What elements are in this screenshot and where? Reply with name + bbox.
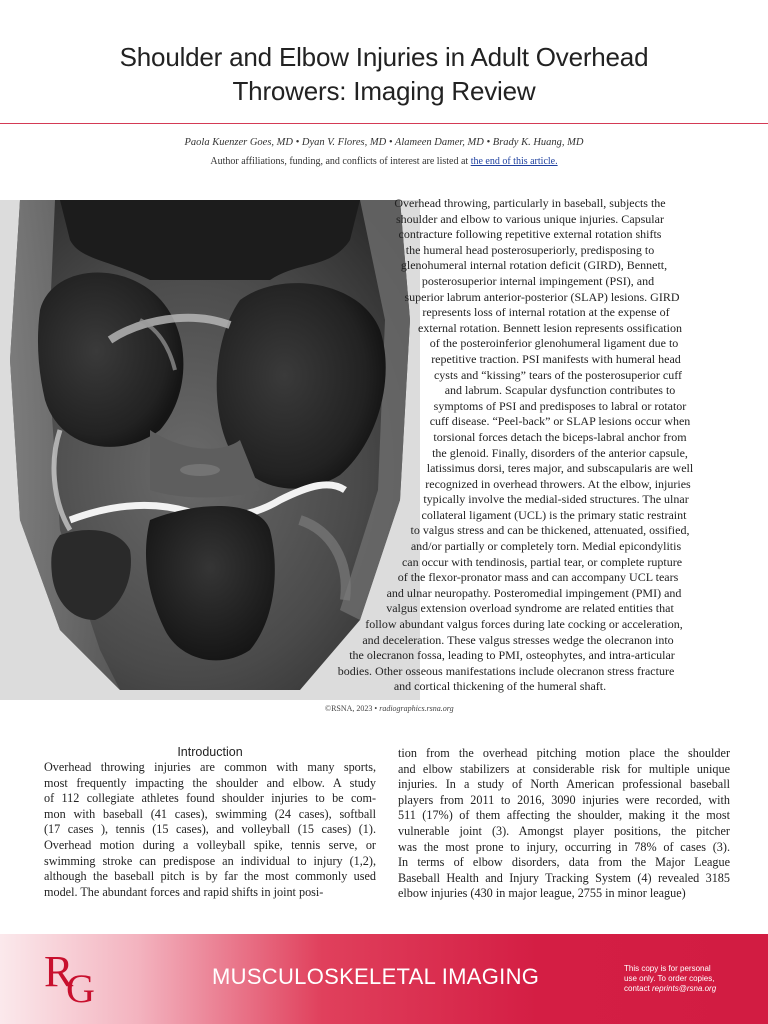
copyright-line	[325, 704, 454, 713]
abstract-line: of the flexor-pronator mass and can accompany UCL tears	[397, 570, 679, 585]
author-list: Paola Kuenzer Goes, MD • Dyan V. Flores, MD • Alameen Damer, MD • Brady K. Huang, MD	[184, 137, 584, 148]
body-text-line: Baseball Health and Injury Tracking System (4) revealed 3185	[398, 870, 730, 885]
body-text-line: of 112 collegiate athletes found shoulder injuries to be com-	[44, 791, 376, 806]
body-text-line: vulnerable joint (3). Amongst player positions, the pitcher	[398, 823, 730, 838]
body-text-line: model. The abundant forces and rapid shifts in joint posi-	[44, 884, 324, 899]
notice-line-3: contact	[624, 984, 653, 993]
affiliations-note	[0, 156, 768, 167]
abstract-line: posterosuperior internal impingement (PSI), and	[421, 273, 655, 288]
abstract-line: symptoms of PSI and predisposes to labral or rotator	[433, 398, 687, 413]
title-divider	[0, 123, 768, 124]
body-text-line: although the baseball pitch is by far the most commonly used	[44, 869, 376, 884]
title-line-2: Throwers: Imaging Review	[232, 76, 536, 106]
body-column-right	[398, 746, 730, 902]
abstract-line: and ulnar neuropathy. Posteromedial impingement (PMI) and	[386, 585, 682, 600]
abstract-line: represents loss of internal rotation at the expense of	[422, 305, 670, 320]
body-text-line: mon with baseball (41 cases), swimming (24 cases), softball	[44, 806, 376, 821]
logo-letter-g: G	[66, 966, 95, 1010]
abstract-line: contracture following repetitive external rotation shifts	[398, 227, 662, 242]
title-line-1: Shoulder and Elbow Injuries in Adult Overhead	[119, 42, 649, 72]
body-text-line: 511 (17%) of them affecting the shoulder, making it the most	[398, 808, 730, 823]
abstract-line: the humeral head posterosuperiorly, predisposing to	[405, 242, 655, 257]
body-text-line: and elbow stabilizers at considerable risk for multiple unique	[398, 761, 730, 776]
body-column-left	[44, 745, 376, 900]
abstract-line: superior labrum anterior-posterior (SLAP) lesions. GIRD	[404, 289, 680, 304]
body-text-line: players from 2011 to 2016, 3090 injuries were recorded, with	[398, 792, 730, 807]
notice-line-2: use only. To order copies,	[624, 974, 715, 983]
body-text-line: elbow injuries (430 in major league, 2755 in minor league)	[398, 886, 686, 901]
reprints-email[interactable]: reprints@rsna.org	[652, 984, 717, 993]
abstract-line: valgus extension overload syndrome are related entities that	[386, 601, 674, 616]
introduction-heading: Introduction	[177, 745, 243, 759]
body-text-line: swimming stroke can predispose an individual to injury (1,2),	[44, 853, 376, 868]
abstract-line: and cortical thickening of the humeral shaft.	[393, 679, 607, 694]
abstract-line: external rotation. Bennett lesion represents ossification	[418, 320, 682, 335]
abstract-body	[325, 196, 735, 695]
body-text-line: Overhead throwing injuries are common with many sports,	[44, 760, 376, 774]
abstract-line: follow abundant valgus forces during late cocking or acceleration,	[365, 617, 683, 632]
article-title	[40, 40, 728, 108]
abstract-line: typically involve the medial-sided structures. The ulnar	[423, 492, 689, 507]
abstract-line: torsional forces detach the biceps-labral anchor from	[433, 429, 687, 444]
radiographics-logo	[40, 940, 110, 1010]
body-text-line: injuries. In a study of North American professional baseball	[398, 777, 730, 792]
body-text-line: tion from the overhead pitching motion place the shoulder	[398, 746, 730, 760]
abstract-line: repetitive traction. PSI manifests with humeral head	[431, 351, 681, 366]
subspecialty-label: MUSCULOSKELETAL IMAGING	[212, 964, 540, 989]
notice-line-1: This copy is for personal	[624, 964, 711, 973]
abstract-line: the olecranon fossa, leading to PMI, osteophytes, and intra-articular	[349, 648, 675, 663]
affiliations-text: Author affiliations, funding, and conflicts of interest are listed at	[210, 156, 469, 167]
abstract-line: to valgus stress and can be thickened, attenuated, ossified,	[410, 523, 690, 538]
body-text-line: Overhead motion during a volleyball spike, tennis serve, or	[44, 837, 376, 852]
abstract-line: and deceleration. These valgus stresses wedge the olecranon into	[362, 632, 674, 647]
abstract-line: and/or partially or completely torn. Medial epicondylitis	[410, 539, 682, 554]
abstract-line: can occur with tendinosis, partial tear, or complete rupture	[401, 554, 683, 569]
body-text-line: most frequently impacting the shoulder and elbow. A study	[44, 775, 376, 790]
journal-website: radiographics.rsna.org	[379, 704, 454, 713]
abstract-line: latissimus dorsi, teres major, and subscapularis are well	[426, 461, 694, 476]
abstract-line: cysts and “kissing” tears of the posterosuperior cuff	[433, 367, 683, 382]
abstract-line: the glenoid. Finally, disorders of the anterior capsule,	[432, 445, 688, 460]
logo-letter-r: R	[44, 947, 74, 996]
body-text-line: (17 cases ), tennis (15 cases), and volleyball (15 cases) (1).	[44, 822, 376, 837]
abstract-line: Overhead throwing, particularly in baseball, subjects the	[394, 196, 666, 210]
reprint-notice	[624, 964, 744, 994]
abstract-line: glenohumeral internal rotation deficit (GIRD), Bennett,	[400, 258, 668, 273]
abstract-line: bodies. Other osseous manifestations include olecranon stress fracture	[337, 663, 675, 678]
abstract-line: cuff disease. “Peel-back” or SLAP lesions occur when	[429, 414, 691, 429]
abstract-line: recognized in overhead throwers. At the elbow, injuries	[425, 476, 691, 491]
abstract-line: of the posteroinferior glenohumeral ligament due to	[429, 336, 679, 351]
abstract-line: collateral ligament (UCL) is the primary static restraint	[421, 507, 687, 522]
body-text-line: In terms of elbow disorders, data from the Major League	[398, 855, 730, 870]
body-text-line: was the most prone to injury, occurring in 78% of cases (3).	[398, 839, 730, 854]
abstract-line: shoulder and elbow to various unique injuries. Capsular	[396, 211, 664, 226]
copyright-text: ©RSNA, 2023 •	[325, 704, 380, 713]
abstract-line: and labrum. Scapular dysfunction contributes to	[444, 383, 676, 398]
end-of-article-link[interactable]: the end of this article.	[470, 156, 558, 167]
